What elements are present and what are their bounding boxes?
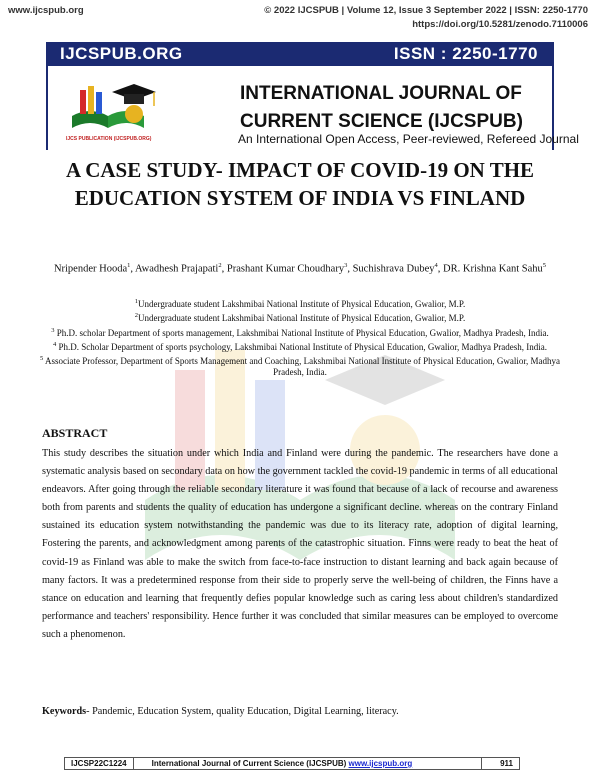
banner-site-name: IJCSPUB.ORG [60,44,183,63]
abstract-body: This study describes the situation under which India and Finland were during the pandemic. The researchers have done a systematic analysis based on secondary data on how the government tackled the covid-19 pandemic in terms of all educational endeavors. After going through the reliable secondary literature it was found that because of a lack of recourse and awareness both from parents and students the quality of education has undergone a significant decline. whereas on the contrary Finland sustained its education system notwithstanding the pandemic was due to its literacy rate, adoption of digital learning, Fostering the parents, and acknowledgment among parents of the catastrophic situation. Finns were ready to beat the heat of covid-19 as Finland was able to make the switch from face-to-face instruction to distant learning and back again because of many factors. It was a predetermined response from their side to properly serve the well-being of children, the Finns have a stance on education and learning that frequently defies popular knowledge such as caring less about children's standardized performance and teachers' responsibility. Hence further it was concluded that similar measures can be employed to overcome such a phenomenon. [42,448,559,640]
author-sup: 3 [344,262,348,269]
publisher-name: IJCS PUBLICATION (IJCSPUB.ORG) [66,136,152,142]
author-list: Nripender Hooda$^1$, Awadhesh Prajapati$^2$, Prashant Kumar Choudhary$^3$, Suchishrava Dubey$^4$, DR. Krishna Kant Sahu$^5$ [53,262,547,275]
page-footer [64,757,520,770]
banner-issn: ISSN : 2250-1770 [393,44,538,63]
keywords-text: - Pandemic, Education System, quality Education, Digital Learning, literacy. [86,706,399,717]
author-name: Awadhesh Prajapati [135,263,219,275]
journal-banner [46,42,554,66]
header-doi-link[interactable]: https://doi.org/10.5281/zenodo.7110006 [412,19,588,30]
author-sup: 2 [218,262,222,269]
author-name: DR. Krishna Kant Sahu [443,263,543,275]
affiliation-item: $^4$ Ph.D. Scholar Department of sports psychology, Lakshmibai National Institute of Physical Education, Gwalior, Madhya Pradesh, India. [53,340,547,352]
journal-logo-icon [68,76,163,136]
author-sup: 4 [434,262,438,269]
journal-title-line2: CURRENT SCIENCE (IJCSPUB) [240,111,523,132]
journal-title-line1: INTERNATIONAL JOURNAL OF [240,83,522,104]
page-header [8,3,588,33]
footer-page-number: 911 [500,759,513,768]
author-sup: 5 [542,262,547,269]
author-sup: 1 [127,262,131,269]
footer-site-link[interactable]: www.ijcspub.org [348,759,413,768]
abstract-heading: ABSTRACT [42,426,108,440]
keywords-label: Keywords [42,706,87,717]
affiliation-item: $^2$Undergraduate student Lakshmibai National Institute of Physical Education, Gwalior, M.P. [134,312,466,324]
keywords-line [42,706,558,717]
affiliation-item: $^3$ Ph.D. scholar Department of sports management, Lakshmibai National Institute of Physical Education, Gwalior, Madhya Pradesh, India. [51,326,549,338]
footer-paper-id: IJCSP22C1224 [71,759,127,768]
author-name: Suchishrava Dubey [352,263,435,275]
journal-title [240,80,523,136]
affiliation-item: $^1$Undergraduate student Lakshmibai National Institute of Physical Education, Gwalior, M.P. [134,298,466,309]
header-issue-info: © 2022 IJCSPUB | Volume 12, Issue 3 September 2022 | ISSN: 2250-1770 [264,5,588,16]
journal-masthead [46,66,579,150]
journal-tagline: An International Open Access, Peer-reviewed, Refereed Journal [238,132,579,146]
footer-journal: International Journal of Current Science (IJCSPUB) www.ijcspub.org [151,759,413,768]
author-name: Nripender Hooda [53,263,128,275]
affiliation-list [30,296,570,379]
header-site[interactable]: www.ijcspub.org [8,5,84,16]
paper-title: A CASE STUDY- IMPACT OF COVID-19 ON THE EDUCATION SYSTEM OF INDIA VS FINLAND [65,158,535,210]
author-name: Prashant Kumar Choudhary [226,263,345,275]
affiliation-item: $^5$ Associate Professor, Department of Sports Management and Coaching, Lakshmibai National Institute of Physical Education, Gwalior, Madhya Pradesh, India. [40,355,560,378]
